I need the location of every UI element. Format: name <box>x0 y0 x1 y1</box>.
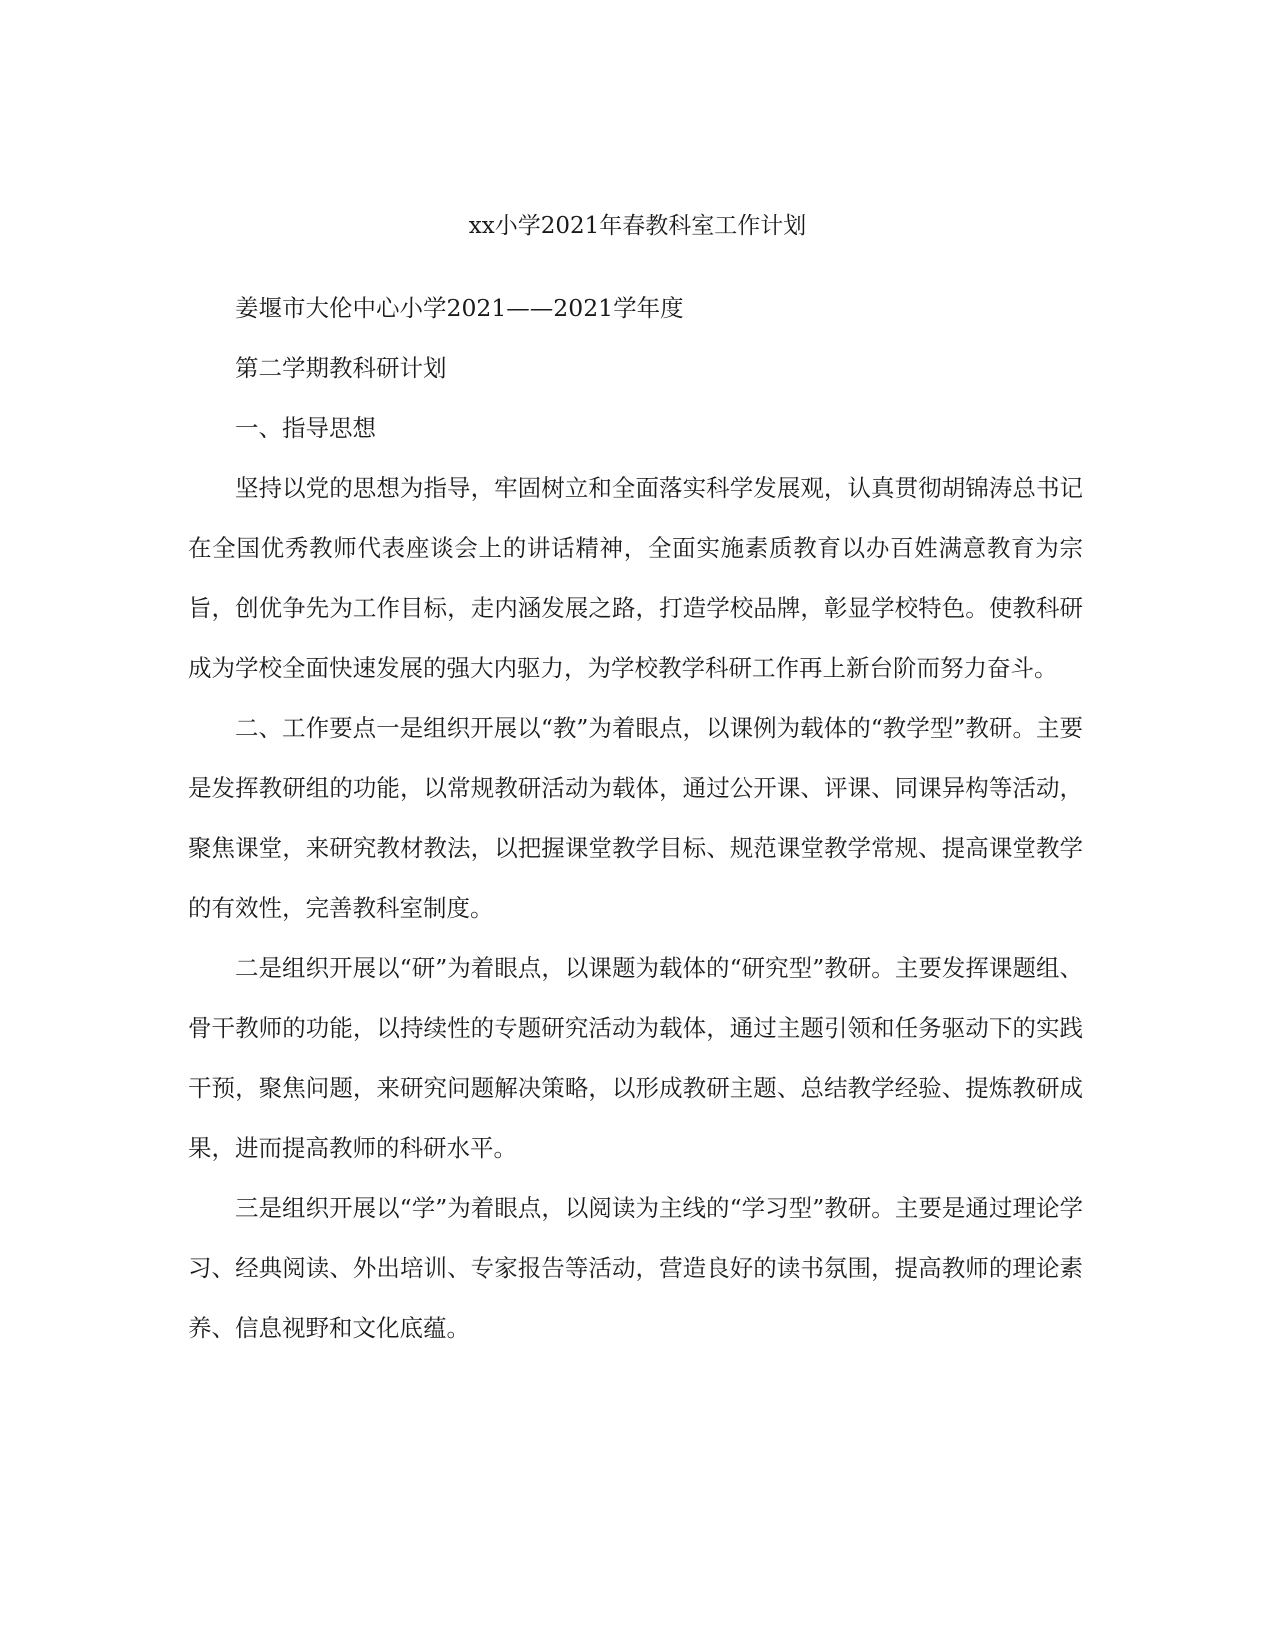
document-title: xx小学2021年春教科室工作计划 <box>468 213 807 239</box>
plan-subtitle: 第二学期教科研计划 <box>235 354 447 382</box>
school-year-line: 姜堰市大伦中心小学2021——2021学年度 <box>235 294 684 322</box>
document-body <box>188 278 1083 1358</box>
paragraph-guiding-thought: 坚持以党的思想为指导，牢固树立和全面落实科学发展观，认真贯彻胡锦涛总书记在全国优秀教师代表座谈会上的讲话精神，全面实施素质教育以办百姓满意教育为宗旨，创优争先为工作目标，走内涵发展之路，打造学校品牌，彰显学校特色。使教科研成为学校全面快速发展的强大内驱力，为学校教学科研工作再上新台阶而努力奋斗。 <box>188 474 1083 682</box>
paragraph-work-point-3: 三是组织开展以“学”为着眼点，以阅读为主线的“学习型”教研。主要是通过理论学习、经典阅读、外出培训、专家报告等活动，营造良好的读书氛围，提高教师的理论素养、信息视野和文化底蕴。 <box>188 1194 1083 1342</box>
paragraph-work-point-2: 二是组织开展以“研”为着眼点，以课题为载体的“研究型”教研。主要发挥课题组、骨干教师的功能，以持续性的专题研究活动为载体，通过主题引领和任务驱动下的实践干预，聚焦问题，来研究问题解决策略，以形成教研主题、总结教学经验、提炼教研成果，进而提高教师的科研水平。 <box>188 954 1083 1162</box>
section-heading-guiding-thought: 一、指导思想 <box>235 414 376 442</box>
paragraph-work-point-1: 二、工作要点一是组织开展以“教”为着眼点，以课例为载体的“教学型”教研。主要是发挥教研组的功能，以常规教研活动为载体，通过公开课、评课、同课异构等活动，聚焦课堂，来研究教材教法，以把握课堂教学目标、规范课堂教学常规、提高课堂教学的有效性，完善教科室制度。 <box>188 714 1083 922</box>
